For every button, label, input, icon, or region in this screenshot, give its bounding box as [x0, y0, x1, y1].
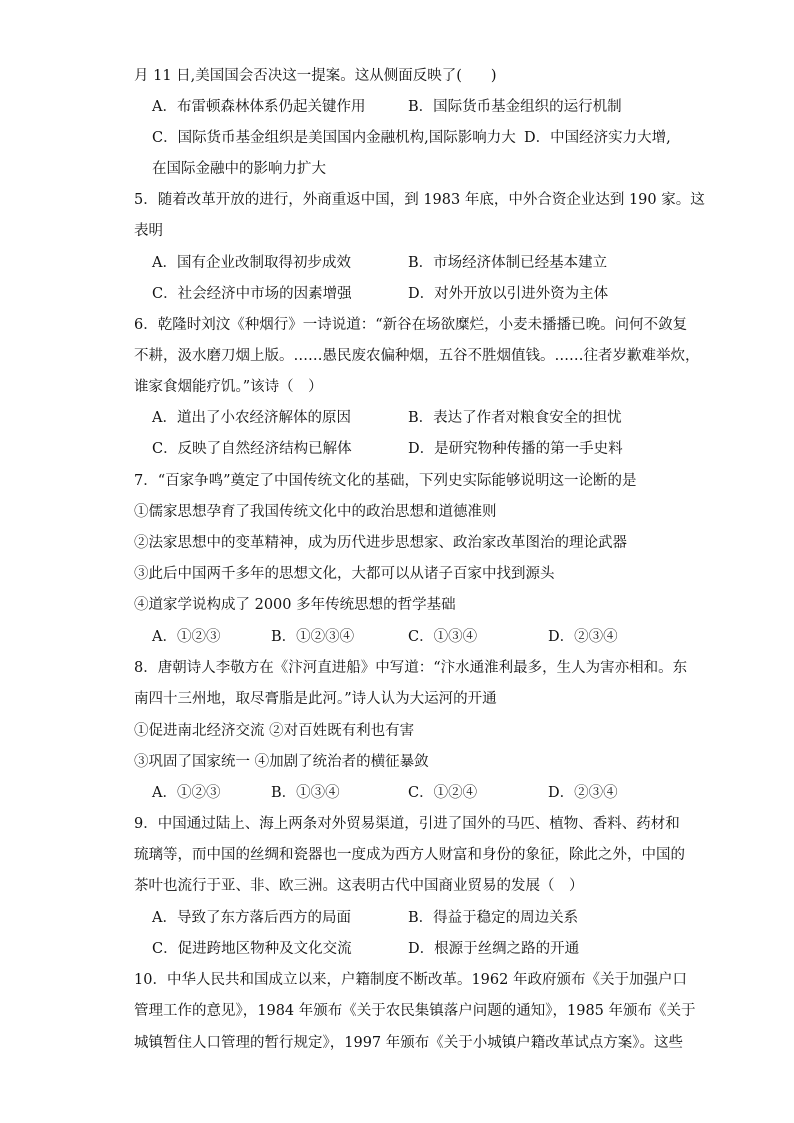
q7-option-b[interactable]: B．①②③④: [271, 629, 355, 645]
q7-item-4: ④道家学说构成了 2000 多年传统思想的哲学基础: [134, 597, 456, 613]
q9-stem-continued-1: 琉璃等，而中国的丝绸和瓷器也一度成为西方人财富和身份的象征，除此之外，中国的: [134, 847, 685, 863]
q5-stem-continued: 表明: [134, 223, 163, 239]
q7-option-a[interactable]: A．①②③: [152, 629, 221, 645]
q10-stem-continued-2: 城镇暂住人口管理的暂行规定》，1997 年颁布《关于小城镇户籍改革试点方案》。这些: [134, 1035, 684, 1051]
q5-option-c[interactable]: C．社会经济中市场的因素增强: [152, 286, 352, 302]
q4-stem: 月 11 日,美国国会否决这一提案。这从侧面反映了( ): [134, 68, 497, 84]
q6-option-a[interactable]: A．道出了小农经济解体的原因: [152, 410, 351, 426]
q8-option-d[interactable]: D．②③④: [548, 785, 618, 801]
q7-option-c[interactable]: C．①③④: [408, 629, 478, 645]
q6-option-d[interactable]: D．是研究物种传播的第一手史料: [408, 441, 623, 457]
q8-option-a[interactable]: A．①②③: [152, 785, 221, 801]
q6-stem: 6．乾隆时刘汶《种烟行》一诗说道：“新谷在场欲糜烂，小麦未播播已晚。问何不敛复: [134, 317, 688, 333]
q4-option-c[interactable]: C．国际货币基金组织是美国国内金融机构,国际影响力大: [152, 130, 516, 146]
q4-option-b[interactable]: B．国际货币基金组织的运行机制: [408, 99, 622, 115]
q4-option-d[interactable]: D．中国经济实力大增,: [524, 130, 671, 146]
q9-stem: 9．中国通过陆上、海上两条对外贸易渠道，引进了国外的马匹、植物、香料、药材和: [134, 816, 680, 832]
q6-stem-continued-2: 谁家食烟能疗饥。”该诗（ ）: [134, 379, 323, 395]
q9-option-b[interactable]: B．得益于稳定的周边关系: [408, 910, 579, 926]
q5-option-b[interactable]: B．市场经济体制已经基本建立: [408, 255, 608, 271]
q5-stem: 5．随着改革开放的进行，外商重返中国，到 1983 年底，中外合资企业达到 190 家。这: [134, 192, 705, 208]
q8-stem-continued: 南四十三州地，取尽膏脂是此河。”诗人认为大运河的开通: [134, 691, 497, 707]
q9-option-a[interactable]: A．导致了东方落后西方的局面: [152, 910, 351, 926]
q8-items-2: ③巩固了国家统一 ④加剧了统治者的横征暴敛: [134, 754, 429, 770]
q8-items-1: ①促进南北经济交流 ②对百姓既有利也有害: [134, 723, 415, 739]
q8-stem: 8．唐朝诗人李敬方在《汴河直进船》中写道：“汴水通淮利最多，生人为害亦相和。东: [134, 660, 688, 676]
q7-stem: 7．“百家争鸣”奠定了中国传统文化的基础，下列史实际能够说明这一论断的是: [134, 473, 637, 489]
q6-option-c[interactable]: C．反映了自然经济结构已解体: [152, 441, 352, 457]
q4-option-d-continued: 在国际金融中的影响力扩大: [152, 161, 326, 177]
q6-stem-continued-1: 不耕，汲水磨刀烟上版。……愚民废农偏种烟，五谷不胜烟值钱。……往者岁歉难举炊，: [134, 348, 700, 364]
q8-option-b[interactable]: B．①③④: [271, 785, 340, 801]
q5-option-a[interactable]: A．国有企业改制取得初步成效: [152, 255, 351, 271]
q9-option-c[interactable]: C．促进跨地区物种及文化交流: [152, 941, 352, 957]
q10-stem-continued-1: 管理工作的意见》，1984 年颁布《关于农民集镇落户问题的通知》，1985 年颁布《关于: [134, 1003, 696, 1019]
q5-option-d[interactable]: D．对外开放以引进外资为主体: [408, 286, 609, 302]
q6-option-b[interactable]: B．表达了作者对粮食安全的担忧: [408, 410, 622, 426]
q9-option-d[interactable]: D．根源于丝绸之路的开通: [408, 941, 580, 957]
q4-option-a[interactable]: A．布雷顿森林体系仍起关键作用: [152, 99, 366, 115]
q7-item-2: ②法家思想中的变革精神，成为历代进步思想家、政治家改革图治的理论武器: [134, 535, 627, 551]
q7-item-3: ③此后中国两千多年的思想文化，大都可以从诸子百家中找到源头: [134, 566, 555, 582]
q10-stem: 10．中华人民共和国成立以来，户籍制度不断改革。1962 年政府颁布《关于加强户口: [134, 972, 687, 988]
q9-stem-continued-2: 茶叶也流行于亚、非、欧三洲。这表明古代中国商业贸易的发展（ ）: [134, 878, 584, 894]
q7-option-d[interactable]: D．②③④: [548, 629, 618, 645]
q8-option-c[interactable]: C．①②④: [408, 785, 478, 801]
q7-item-1: ①儒家思想孕育了我国传统文化中的政治思想和道德准则: [134, 504, 497, 520]
